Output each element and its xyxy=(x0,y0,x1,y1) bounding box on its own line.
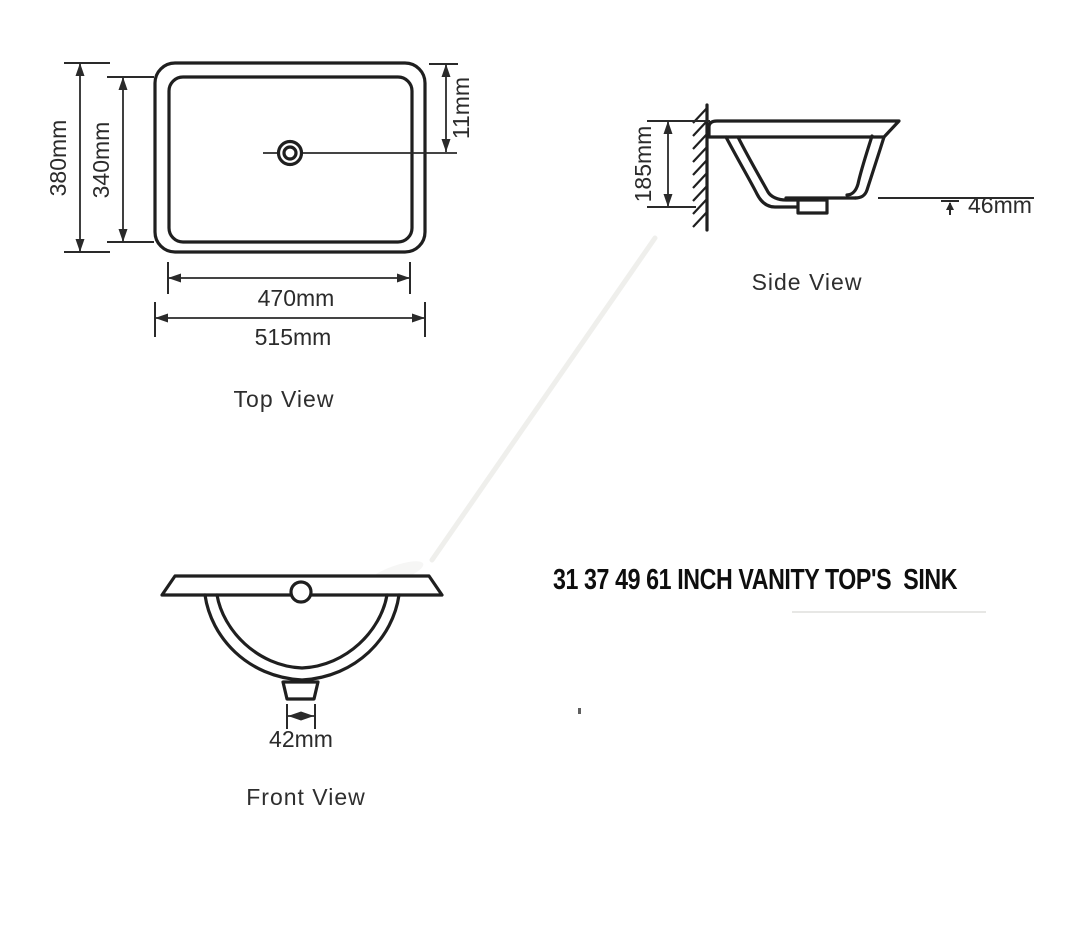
scan-artifacts xyxy=(364,238,986,714)
side-drain-stub xyxy=(798,200,827,213)
side-view-label: Side View xyxy=(751,269,863,295)
arrowhead-down-icon xyxy=(119,229,128,242)
arrowhead-right-icon xyxy=(301,712,314,721)
arrowhead-up-icon xyxy=(946,202,954,210)
dim-470mm-label: 470mm xyxy=(257,285,335,311)
top-view xyxy=(45,63,474,412)
watermark-streak xyxy=(432,238,655,560)
dim-11mm-label: 11mm xyxy=(448,76,474,140)
arrowhead-down-icon xyxy=(442,139,451,152)
arrowhead-up-icon xyxy=(76,63,85,76)
arrowhead-down-icon xyxy=(664,194,673,207)
arrowhead-down-icon xyxy=(76,239,85,252)
arrowhead-right-icon xyxy=(412,314,425,323)
arrowhead-left-icon xyxy=(168,274,181,283)
dim-340mm-label: 340mm xyxy=(88,121,114,199)
arrowhead-left-icon xyxy=(155,314,168,323)
dim-42mm xyxy=(269,704,333,752)
side-view xyxy=(630,105,1034,295)
arrowhead-up-icon xyxy=(664,121,673,134)
front-view-label: Front View xyxy=(246,784,366,810)
front-view xyxy=(162,576,442,810)
arrowhead-right-icon xyxy=(397,274,410,283)
drain-hole-outer xyxy=(279,142,302,165)
arrowhead-left-icon xyxy=(288,712,301,721)
side-sink-profile xyxy=(709,121,899,213)
dim-46mm xyxy=(878,192,1034,218)
dim-340mm xyxy=(88,77,154,242)
dim-380mm-label: 380mm xyxy=(45,119,71,197)
front-drain-stub xyxy=(283,682,318,699)
front-sink-profile xyxy=(162,576,442,699)
arrowhead-up-icon xyxy=(442,64,451,77)
dim-11mm xyxy=(429,64,474,152)
dim-185mm-label: 185mm xyxy=(630,125,656,203)
dim-46mm-label: 46mm xyxy=(968,192,1032,218)
dim-470mm xyxy=(168,262,410,311)
product-title: 31 37 49 61 INCH VANITY TOP'S SINK xyxy=(553,564,958,596)
wall-hatching xyxy=(693,105,707,230)
scan-speck xyxy=(578,708,581,714)
overflow-hole xyxy=(291,582,311,602)
top-view-label: Top View xyxy=(233,386,335,412)
bowl-left-inner-line xyxy=(738,137,800,200)
side-rim xyxy=(709,121,899,137)
arrowhead-up-icon xyxy=(119,77,128,90)
dim-515mm-label: 515mm xyxy=(254,324,332,350)
hatch-marks xyxy=(693,108,707,227)
dim-42mm-label: 42mm xyxy=(269,726,333,752)
